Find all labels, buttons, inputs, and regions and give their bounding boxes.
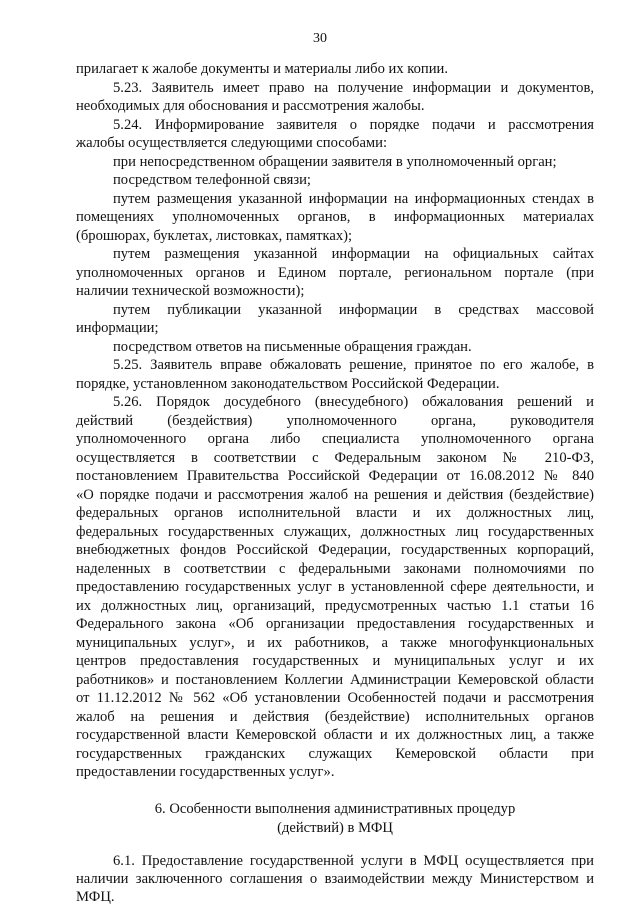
text-line: государственных гражданских служащих Кемеровской области при <box>76 746 594 762</box>
text-line: 6.1. Предоставление государственной услуги в МФЦ осуществляется при <box>113 853 594 869</box>
text-line: работников» и постановлением Коллегии Администрации Кемеровской области <box>76 672 594 688</box>
text-line: наличии заключенного соглашения о взаимодействии между Министерством и <box>76 871 594 887</box>
text-line: федеральных органов исполнительной власти и их должностных лиц, <box>76 505 594 521</box>
text-line: путем размещения указанной информации на официальных сайтах <box>113 246 594 262</box>
text-line: уполномоченного органа либо специалиста уполномоченного органа <box>76 431 594 447</box>
text-line: федеральных государственных служащих, должностных лиц государственных <box>76 524 594 540</box>
text-line: 5.24. Информирование заявителя о порядке подачи и рассмотрения <box>113 117 594 133</box>
text-line: жалоб на решения и действия (бездействие) исполнительных органов <box>76 709 594 725</box>
text-line: (брошюрах, буклетах, листовках, памятках); <box>76 228 353 244</box>
text-line: информации; <box>76 320 159 336</box>
text-line: их должностных лиц, организаций, предусмотренных частью 1.1 статьи 16 <box>76 598 594 614</box>
text-line: муниципальных услуг», и их работников, а также многофункциональных <box>76 635 594 651</box>
text-line: 5.25. Заявитель вправе обжаловать решение, принятое по его жалобе, в <box>113 357 594 373</box>
text-line: предоставлении государственных услуг». <box>76 764 335 780</box>
text-line: прилагает к жалобе документы и материалы либо их копии. <box>76 61 449 77</box>
text-line: при непосредственном обращении заявителя в уполномоченный орган; <box>113 154 557 170</box>
text-line: помещениях уполномоченных органов, в информационных материалах <box>76 209 594 225</box>
text-line: 5.26. Порядок досудебного (внесудебного) обжалования решений и <box>113 394 594 410</box>
text-line: 5.23. Заявитель имеет право на получение информации и документов, <box>113 80 594 96</box>
text-line: «О порядке подачи и рассмотрения жалоб на решения и действия (бездействие) <box>76 487 594 503</box>
text-line: предоставлению государственных услуг в установленной сфере деятельности, и <box>76 579 594 595</box>
text-line: Федерального закона «Об организации предоставления государственных и <box>76 616 594 632</box>
text-line: действий (бездействия) уполномоченного органа, руководителя <box>76 413 594 429</box>
text-line: посредством телефонной связи; <box>113 172 311 188</box>
text-line: внебюджетных фондов Российской Федерации, государственных корпораций, <box>76 542 594 558</box>
text-line: наделенных в соответствии с федеральными законами полномочиями по <box>76 561 594 577</box>
text-line: путем публикации указанной информации в средствах массовой <box>113 302 594 318</box>
section-heading-line: 6. Особенности выполнения административных процедур <box>154 801 516 817</box>
page-number: 30 <box>313 31 327 46</box>
text-line: порядке, установленном законодательством Российской Федерации. <box>76 376 500 392</box>
text-line: наличии технической возможности); <box>76 283 305 299</box>
text-line: жалобы осуществляется следующими способами: <box>76 135 388 151</box>
text-line: уполномоченных органов и Едином портале, региональном портале (при <box>76 265 594 281</box>
text-line: МФЦ. <box>76 889 115 905</box>
text-line: посредством ответов на письменные обращения граждан. <box>113 339 472 355</box>
text-line: постановлением Правительства Российской Федерации от 16.08.2012 № 840 <box>76 468 594 484</box>
text-line: государственной власти Кемеровской области и их должностных лиц, а также <box>76 727 594 743</box>
text-line: центров предоставления государственных и муниципальных услуг и их <box>76 653 594 669</box>
text-line: осуществляется в соответствии с Федеральным законом № 210-ФЗ, <box>76 450 594 466</box>
section-heading-line: (действий) в МФЦ <box>277 820 393 836</box>
text-line: от 11.12.2012 № 562 «Об установлении Особенностей подачи и рассмотрения <box>76 690 594 706</box>
text-line: путем размещения указанной информации на информационных стендах в <box>113 191 594 207</box>
text-line: необходимых для обоснования и рассмотрения жалобы. <box>76 98 425 114</box>
